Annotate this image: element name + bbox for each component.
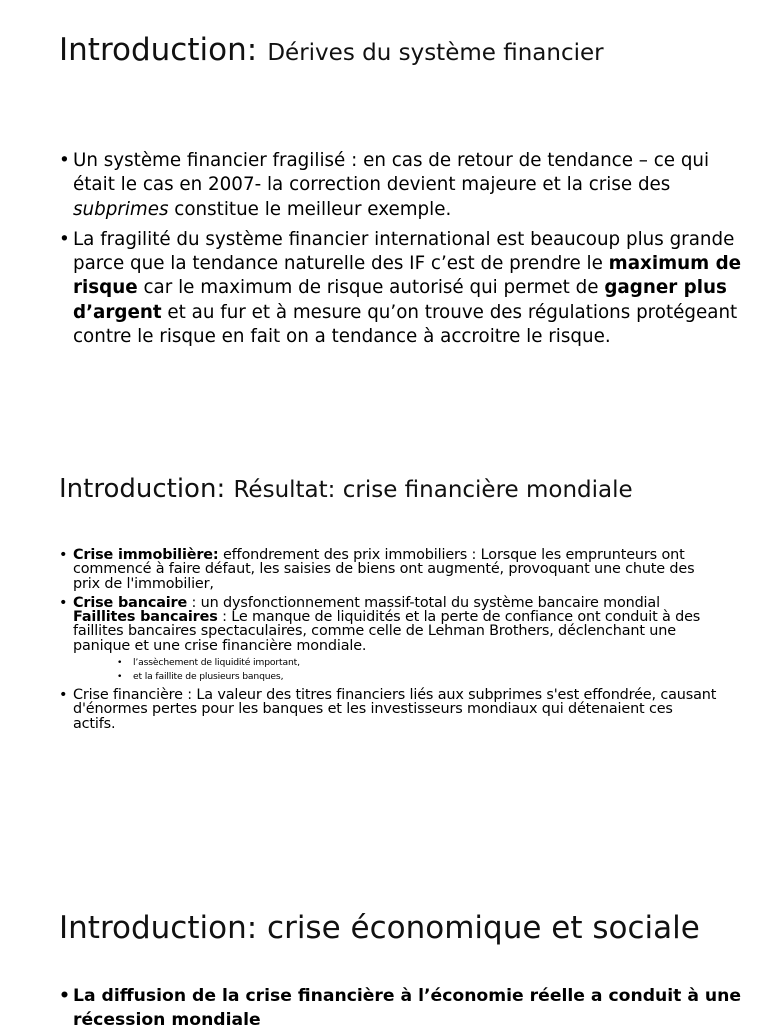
sub-bullet-text: l’assèchement de liquidité important, <box>133 657 300 669</box>
slide-title <box>59 30 604 68</box>
sub-bullet-list <box>73 656 719 683</box>
bullet-text: La fragilité du système financier international est beaucoup plus grande parce que la tendance naturelle des IF c’est de prendre le <box>73 228 735 275</box>
bullet-icon: • <box>59 986 70 1006</box>
slide-title <box>59 474 633 504</box>
bullet-item <box>59 984 749 1032</box>
bullet-icon: • <box>59 687 68 704</box>
slide-title: Introduction: crise économique et sociale <box>59 910 700 946</box>
bullet-text: : un dysfonctionnement massif-total du système bancaire mondial <box>187 594 660 611</box>
bullet-list <box>59 984 749 1032</box>
bullet-text: effondrement des prix immobiliers : Lorsque les emprunteurs ont commencé à faire défaut, les saisies de biens ont augmenté, provoquant une chute des prix de l'immobilier, <box>73 547 695 592</box>
slide-crise-economique <box>0 900 768 1030</box>
italic-term: subprimes <box>73 198 169 220</box>
bullet-text: constitue le meilleur exemple. <box>168 198 452 220</box>
sub-bullet-item <box>73 670 719 684</box>
bullet-item <box>59 688 719 731</box>
sub-bullet-item <box>73 656 719 670</box>
bullet-item <box>59 548 719 591</box>
bullet-icon: • <box>117 657 123 669</box>
bullet-text: et au fur et à mesure qu’on trouve des régulations protégeant contre le risque en fait on a tendance à accroitre le risque. <box>73 301 738 348</box>
slide-derives <box>0 0 768 440</box>
bullet-item <box>59 596 719 683</box>
sub-bullet-text: et la faillite de plusieurs banques, <box>133 670 284 682</box>
bullet-icon: • <box>59 150 70 171</box>
bold-term: gagner plus d’argent <box>73 277 727 323</box>
bullet-icon: • <box>59 547 68 563</box>
title-sub: Dérives du système financier <box>267 40 604 66</box>
bullet-icon: • <box>59 228 70 250</box>
title-sub: Résultat: crise financière mondiale <box>233 477 633 503</box>
bullet-text: Un système financier fragilisé : en cas de retour de tendance – ce qui était le cas en 2007- la correction devient majeure et la crise des <box>73 150 710 196</box>
bullet-item <box>59 149 749 222</box>
title-main: Introduction: <box>59 32 258 68</box>
bullet-text: Crise financière : La valeur des titres financiers liés aux subprimes s'est effondrée, causant d'énormes pertes pour les banques et les investisseurs mondiaux qui détenaient ces actifs. <box>73 687 717 732</box>
bold-term: Crise bancaire <box>73 594 188 611</box>
slide-resultat <box>0 470 768 790</box>
bullet-icon: • <box>117 670 123 682</box>
bold-term: Faillites bancaires <box>73 609 218 626</box>
bold-term: maximum de risque <box>73 253 742 299</box>
bullet-text: car le maximum de risque autorisé qui permet de <box>137 277 605 299</box>
bullet-text: La diffusion de la crise financière à l’économie réelle a conduit à une récession mondiale <box>73 986 742 1030</box>
bullet-item <box>59 228 749 349</box>
bullet-list <box>59 548 719 736</box>
bullet-text: : Le manque de liquidités et la perte de confiance ont conduit à des faillites bancaires spectaculaires, comme celle de Lehman Brothers, déclenchant une panique et une crise financière mondiale. <box>73 609 701 654</box>
bold-term: Crise immobilière: <box>73 547 219 563</box>
bullet-list <box>59 149 749 355</box>
bullet-icon: • <box>59 594 68 611</box>
title-main: Introduction: <box>59 474 226 504</box>
